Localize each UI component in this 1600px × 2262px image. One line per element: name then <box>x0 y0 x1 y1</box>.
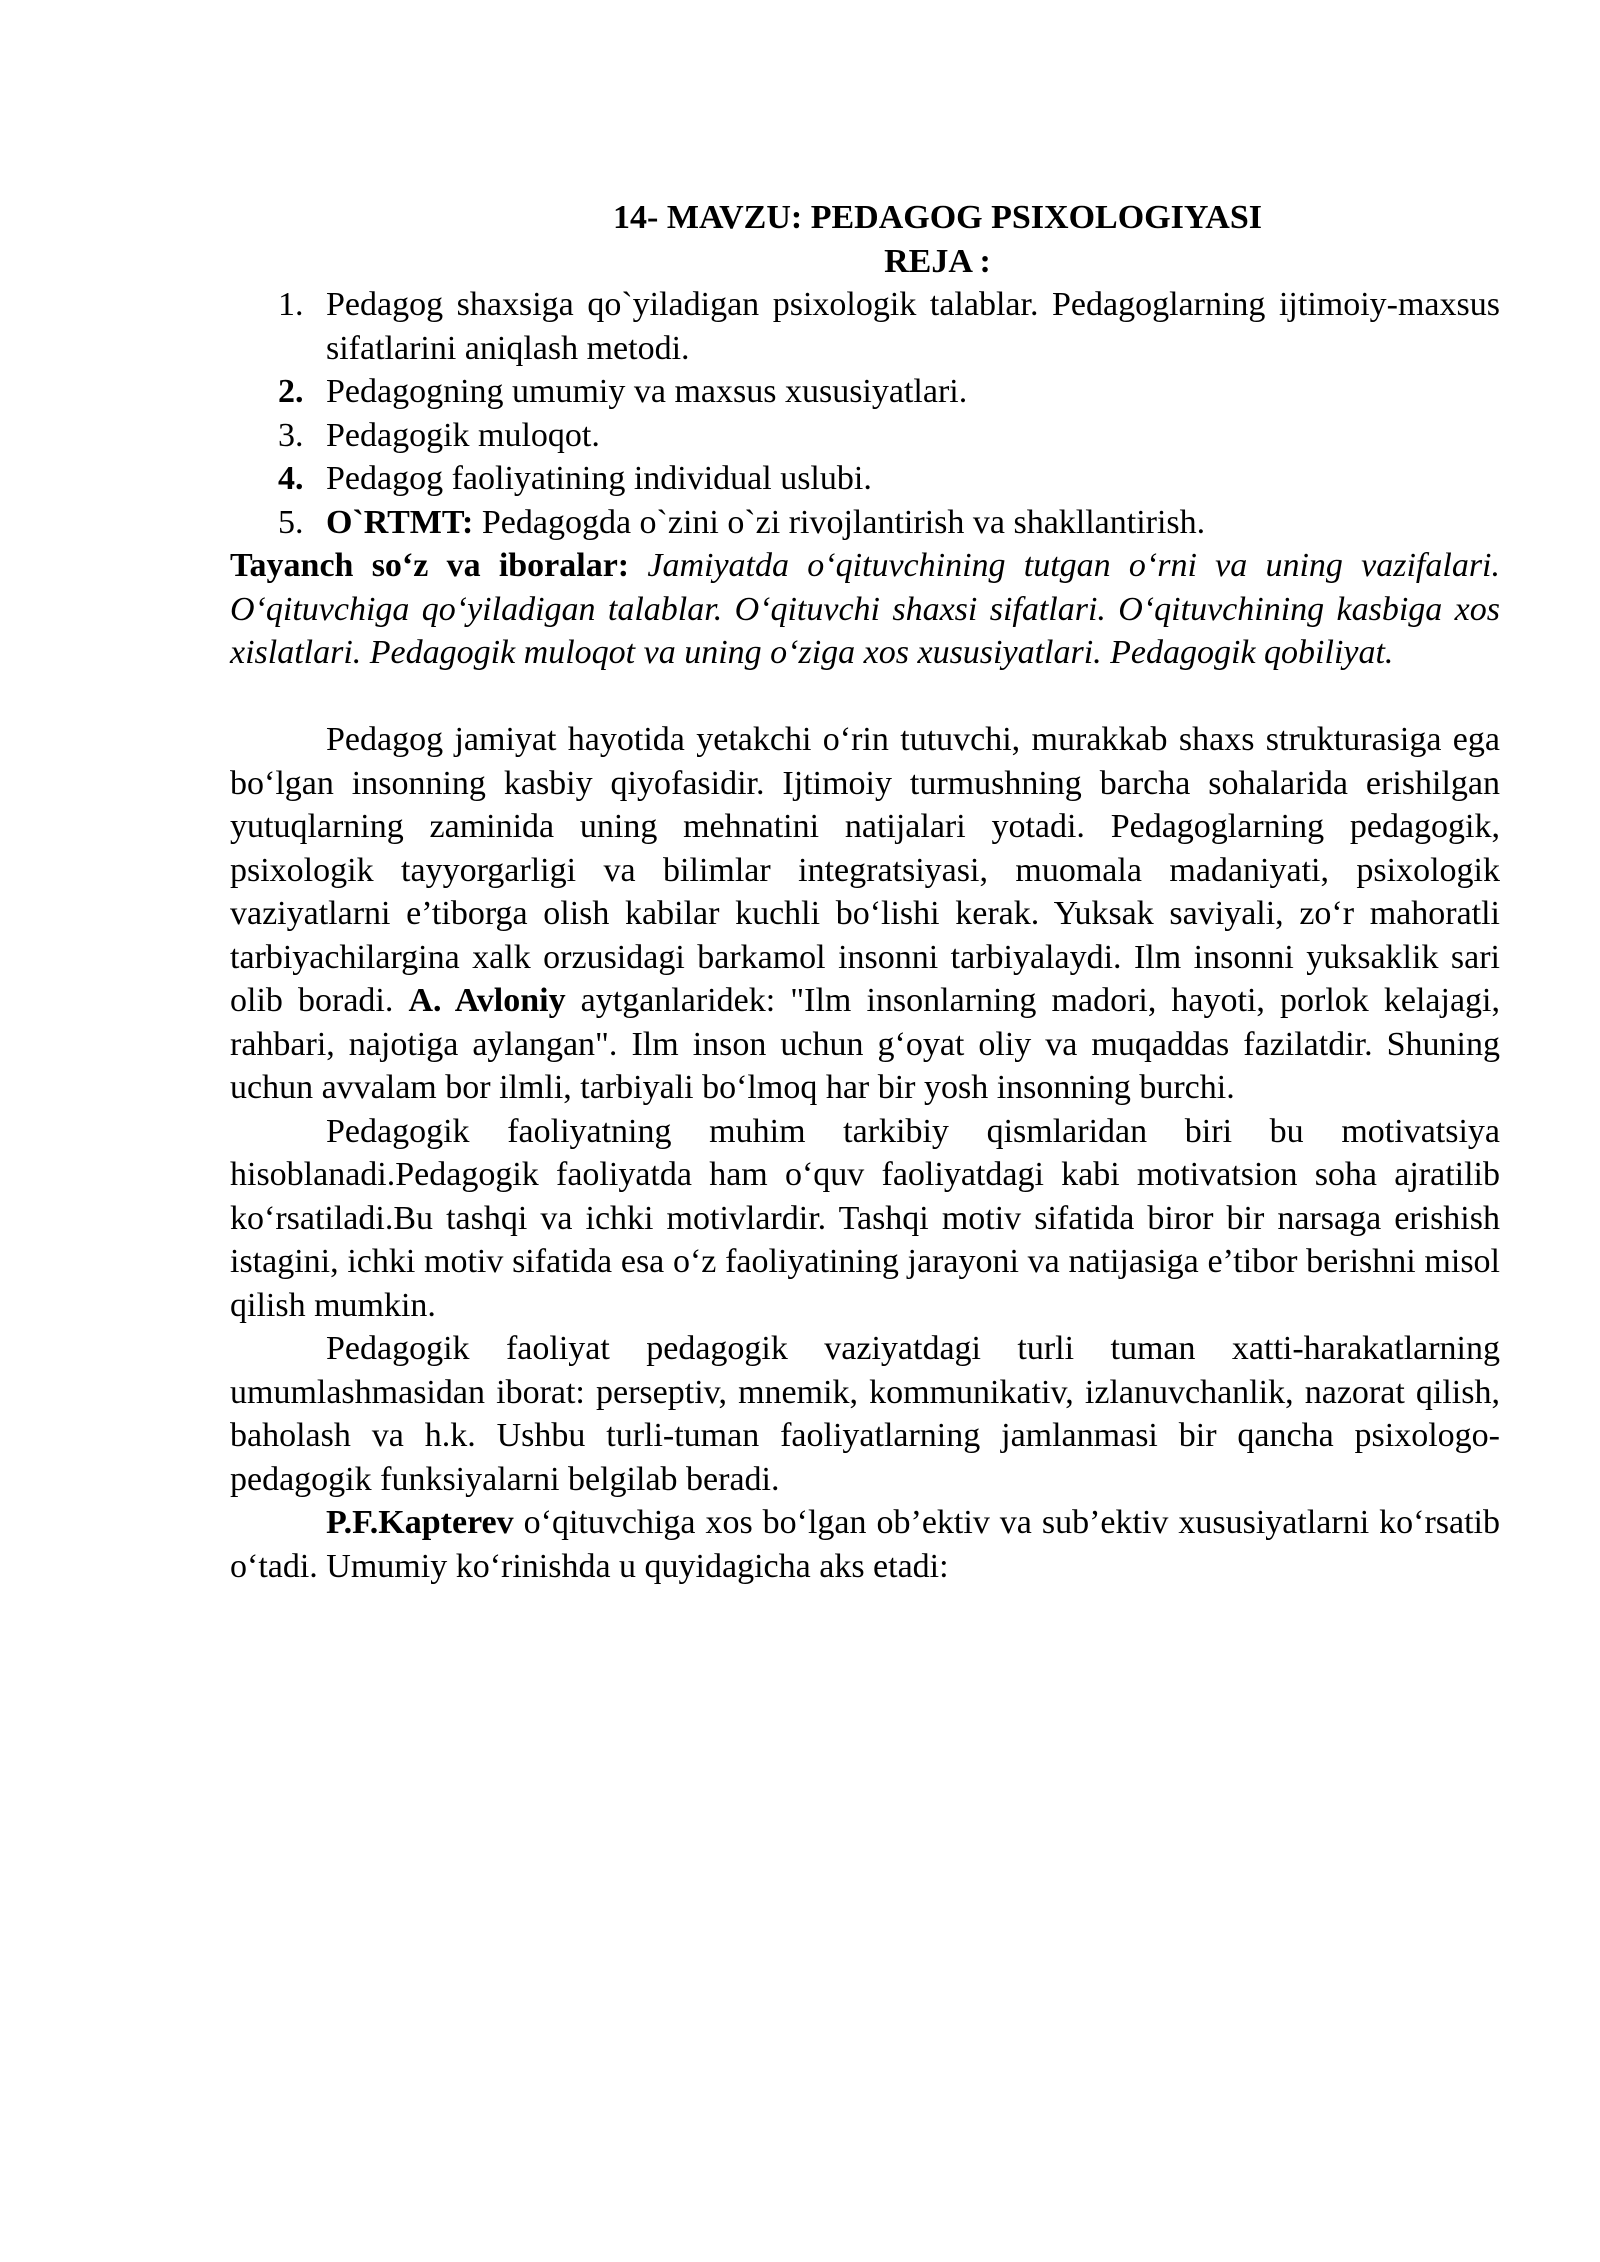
plan-list <box>230 283 1500 544</box>
keywords-paragraph <box>230 544 1500 675</box>
paragraph-text: aytganlaridek: "Ilm insonlarning madori, hayoti, porlok kelajagi, rahbari, najotiga aylangan". Ilm inson uchun g‘oyat oliy va muqaddas fazilatdir. Shuning uchun avvalam bor ilmli, tarbiyali bo‘lmoq har bir yosh insonning burchi. <box>230 982 1500 1106</box>
body-paragraph <box>230 718 1500 1110</box>
plan-item-text: Pedagog shaxsiga qo`yiladigan psixologik talablar. Pedagoglarning ijtimoiy-maxsus sifatlarini aniqlash metodi. <box>326 286 1500 367</box>
plan-item-number: 5. <box>278 503 304 541</box>
plan-heading: REJA : <box>884 242 991 280</box>
plan-item <box>230 457 1500 501</box>
paragraph-text: o‘qituvchiga xos bo‘lgan ob’ektiv va sub’ektiv xususiyatlarni ko‘rsatib o‘tadi. Umumiy ko‘rinishda u quyidagicha aks etadi: <box>230 1504 1500 1585</box>
plan-item-number: 4. <box>278 460 304 497</box>
plan-item-text: Pedagogik muloqot. <box>326 416 600 454</box>
plan-item-number: 1. <box>278 286 304 323</box>
author-name: P.F.Kapterev <box>326 1504 514 1541</box>
plan-item <box>230 370 1500 414</box>
document-page <box>230 196 1500 1588</box>
author-name: A. Avloniy <box>408 982 566 1019</box>
plan-item-number: 2. <box>278 373 304 410</box>
body-paragraph: Pedagogik faoliyatning muhim tarkibiy qismlaridan biri bu motivatsiya hisoblanadi.Pedagogik faoliyatda ham o‘quv faoliyatdagi kabi motivatsion soha ajratilib ko‘rsatiladi.Bu tashqi va ichki motivlardir. Tashqi motiv sifatida biror bir narsaga erishish istagini, ichki motiv sifatida esa o‘z faoliyatining jarayoni va natijasiga e’tibor berishni misol qilish mumkin. <box>230 1112 1500 1324</box>
paragraph-text: Pedagog jamiyat hayotida yetakchi o‘rin tutuvchi, murakkab shaxs strukturasiga ega bo‘lgan insonning kasbiy qiyofasidir. Ijtimoiy turmushning barcha sohalarida erishilgan yutuqlarning zaminida uning mehnatini natijalari yotadi. Pedagoglarning pedagogik, psixologik tayyorgarligi va bilimlar integratsiyasi, muomala madaniyati, psixologik vaziyatlarni e’tiborga olish kabilar kuchli bo‘lishi kerak. Yuksak saviyali, zo‘r mahoratli tarbiyachilargina xalk orzusidagi barkamol insonni tarbiyalaydi. Ilm insonni yuksaklik sari olib boradi. <box>230 721 1500 1019</box>
paragraph-spacer <box>230 675 1500 719</box>
document-title: 14- MAVZU: PEDAGOG PSIXOLOGIYASI <box>613 199 1262 236</box>
plan-item <box>230 414 1500 458</box>
body-paragraph <box>230 1501 1500 1588</box>
plan-item-text: Pedagogda o`zini o`zi rivojlantirish va shakllantirish. <box>473 503 1206 541</box>
plan-item <box>230 501 1500 545</box>
keywords-text: Jamiyatda o‘qituvchining tutgan o‘rni va uning vazifalari. O‘qituvchiga qo‘yiladigan talablar. O‘qituvchi shaxsi sifatlari. O‘qituvchining kasbiga xos xislatlari. Pedagogik muloqot va uning o‘ziga xos xususiyatlari. Pedagogik qobiliyat. <box>230 547 1500 671</box>
keywords-label: Tayanch so‘z va iboralar: <box>230 547 630 584</box>
plan-item-number: 3. <box>278 416 304 454</box>
plan-item <box>230 283 1500 370</box>
plan-item-text: Pedagogning umumiy va maxsus xususiyatlari. <box>326 373 968 410</box>
plan-item-label: O`RTMT: <box>326 503 474 541</box>
body-paragraph: Pedagogik faoliyat pedagogik vaziyatdagi turli tuman xatti-harakatlarning umumlashmasidan iborat: perseptiv, mnemik, kommunikativ, izlanuvchanlik, nazorat qilish, baholash va h.k. Ushbu turli-tuman faoliyatlarning jamlanmasi bir qancha psixologo-pedagogik funksiyalarni belgilab beradi. <box>230 1330 1500 1498</box>
plan-item-text: Pedagog faoliyatining individual uslubi. <box>326 460 872 497</box>
